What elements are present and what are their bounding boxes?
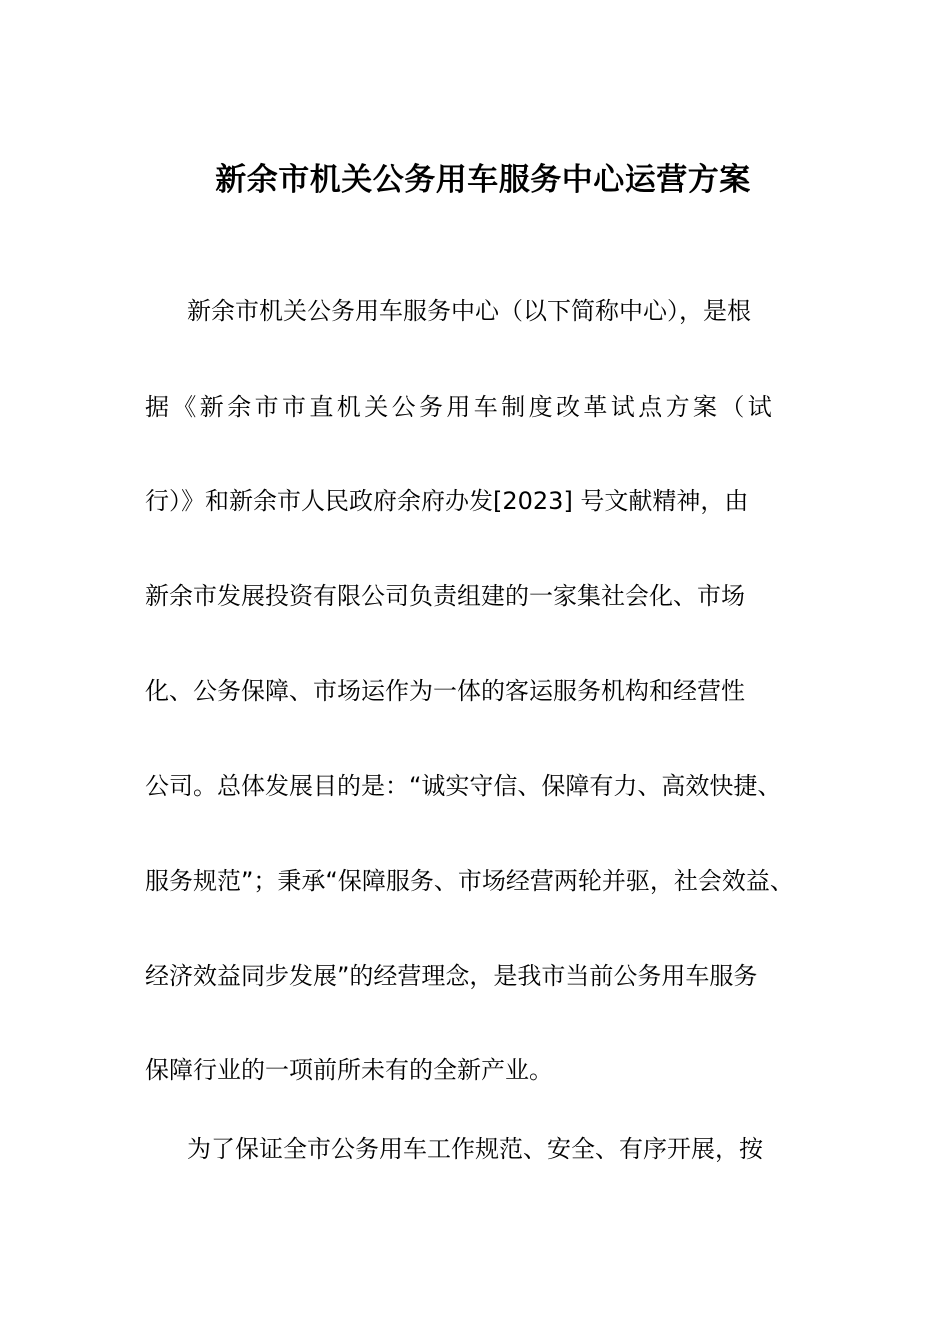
document-title: 新余市机关公务用车服务中心运营方案 bbox=[215, 162, 751, 198]
paragraph-1-line-9: 保障行业的一项前所未有的全新产业。 bbox=[145, 1056, 553, 1084]
paragraph-1-line-6: 公司。总体发展目的是：“诚实守信、保障有力、高效快捷、 bbox=[145, 772, 782, 800]
paragraph-2-line-1: 为了保证全市公务用车工作规范、安全、有序开展，按 bbox=[187, 1135, 763, 1163]
paragraph-1-line-3: 行）》和新余市人民政府余府办发[2023] 号文献精神，由 bbox=[145, 487, 749, 515]
paragraph-1-line-1: 新余市机关公务用车服务中心（以下简称中心），是根 bbox=[187, 297, 751, 325]
paragraph-1-line-7: 服务规范”；秉承“保障服务、市场经营两轮并驱，社会效益、 bbox=[145, 867, 794, 895]
paragraph-1-line-4: 新余市发展投资有限公司负责组建的一家集社会化、市场 bbox=[145, 582, 745, 610]
paragraph-1-line-2: 据《新余市市直机关公务用车制度改革试点方案（试 bbox=[145, 393, 776, 421]
paragraph-1-line-5: 化、公务保障、市场运作为一体的客运服务机构和经营性 bbox=[145, 677, 745, 705]
paragraph-1-line-8: 经济效益同步发展”的经营理念，是我市当前公务用车服务 bbox=[145, 962, 758, 990]
